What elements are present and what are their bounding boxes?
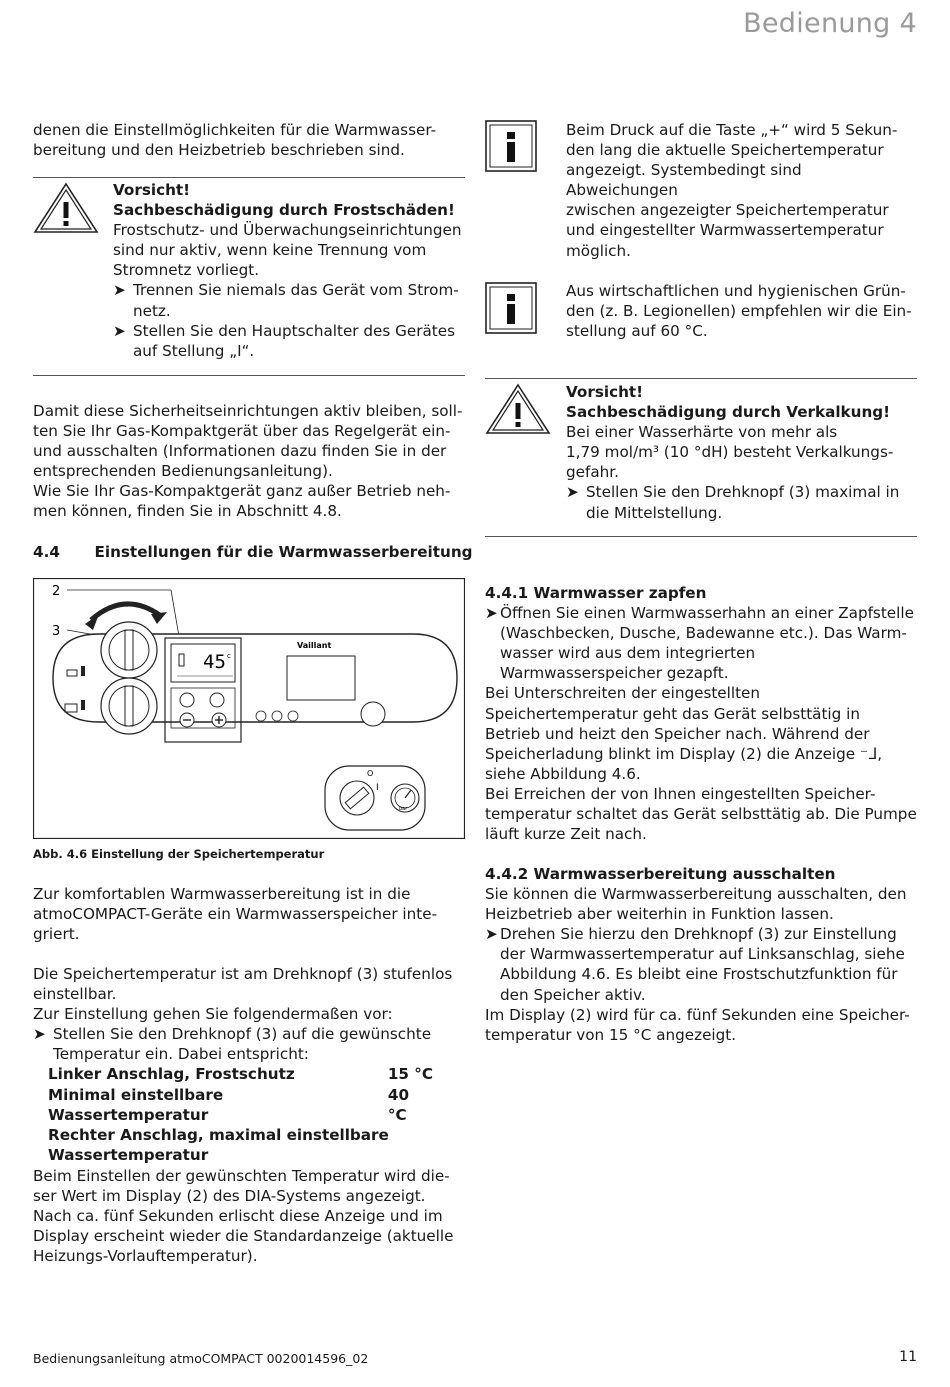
figure-label-2: 2 — [52, 584, 61, 599]
text-line: bereitung und den Heizbetrieb beschrieben sind. — [33, 141, 405, 160]
info-icon — [485, 120, 537, 172]
text-line: den lang die aktuelle Speichertemperatur — [566, 141, 884, 160]
text-line: Zur Einstellung gehen Sie folgendermaßen vor: — [33, 1005, 393, 1024]
arrow-bullet-icon: ➤ — [33, 1025, 46, 1044]
divider — [33, 375, 465, 376]
text-line: Zur komfortablen Warmwasserbereitung ist in die — [33, 885, 411, 903]
table-value: 40 °C — [387, 1085, 410, 1124]
section-heading-4-4 — [33, 543, 473, 561]
text-line: sind nur aktiv, wenn keine Trennung vom — [113, 241, 427, 260]
footer-document-id: Bedienungsanleitung atmoCOMPACT 0020014596_02 — [33, 1351, 369, 1366]
warning-subtitle: Sachbeschädigung durch Verkalkung! — [566, 403, 891, 422]
gauge-unit-label: bar — [399, 806, 408, 812]
text-line: Bei Erreichen der von Ihnen eingestellten Speicher- — [485, 784, 876, 803]
text-line: Stellen Sie den Drehknopf (3) maximal in — [586, 483, 900, 502]
bullet-item — [566, 482, 918, 522]
figure-control-panel — [33, 578, 465, 839]
text-line: ten Sie Ihr Gas-Kompaktgerät über das Regelgerät ein- — [33, 422, 451, 441]
temperature-table — [33, 1064, 433, 1164]
text-line: wasser wird aus dem integrierten — [500, 644, 756, 663]
text-line: und eingestellter Warmwassertemperatur — [566, 221, 884, 240]
bullet-item — [113, 321, 468, 361]
table-row — [48, 1145, 433, 1165]
text-line: läuft kurze Zeit nach. — [485, 825, 647, 844]
text-line: möglich. — [566, 241, 631, 260]
text-line: Stellen Sie den Drehknopf (3) auf die gewünschte — [53, 1025, 432, 1044]
info-icon — [485, 282, 537, 334]
bullet-item — [485, 603, 917, 683]
text-line: men können, finden Sie in Abschnitt 4.8. — [33, 502, 342, 521]
figure-label-3: 3 — [52, 624, 61, 639]
svg-text:O: O — [367, 769, 374, 778]
warning-title: Vorsicht! — [566, 383, 644, 401]
intro-paragraph — [33, 120, 465, 160]
text-line: temperatur schaltet das Gerät selbsttätig ab. Die Pumpe — [485, 805, 917, 824]
text-line: 1,79 mol/m³ (10 °dH) besteht Verkalkungs- — [566, 443, 894, 462]
text-line: Bei Unterschreiten der eingestellten — [485, 684, 761, 703]
text-line: Stromnetz vorliegt. — [113, 261, 260, 280]
display-unit: c — [227, 652, 231, 660]
text-line: und ausschalten (Informationen dazu finden Sie in der — [33, 442, 447, 461]
text-line: Heizungs-Vorlauftemperatur). — [33, 1247, 258, 1266]
text-line: Wie Sie Ihr Gas-Kompaktgerät ganz außer Betrieb neh- — [33, 482, 451, 501]
arrow-bullet-icon: ➤ — [485, 604, 498, 623]
table-value: 15 °C — [387, 1065, 433, 1084]
safety-paragraph — [33, 401, 465, 522]
text-line: siehe Abbildung 4.6. — [485, 764, 641, 783]
arrow-bullet-icon: ➤ — [113, 281, 126, 300]
switch-label: I — [376, 783, 379, 793]
text-line: Beim Druck auf die Taste „+“ wird 5 Sekun- — [566, 121, 898, 139]
table-label: Rechter Anschlag, maximal einstellbare — [48, 1125, 389, 1144]
table-label: Wassertemperatur — [48, 1145, 209, 1164]
info-note-legionella — [566, 281, 918, 341]
table-row — [48, 1064, 433, 1084]
text-line: netz. — [133, 301, 171, 320]
page-header-title: Bedienung 4 — [743, 8, 917, 39]
text-line: Drehen Sie hierzu den Drehknopf (3) zur Einstellung — [500, 925, 897, 944]
text-line: Sie können die Warmwasserbereitung ausschalten, den — [485, 885, 907, 904]
warning-title: Vorsicht! — [113, 181, 191, 199]
divider — [485, 378, 917, 379]
arrow-bullet-icon: ➤ — [113, 321, 126, 340]
text-line: Die Speichertemperatur ist am Drehknopf (3) stufenlos — [33, 965, 453, 983]
text-line: Beim Einstellen der gewünschten Temperatur wird die- — [33, 1167, 450, 1185]
divider — [485, 536, 917, 537]
info-note-temperature — [566, 120, 918, 261]
text-line: Öffnen Sie einen Warmwasserhahn an einer Zapfstelle — [500, 604, 914, 623]
text-line: Display erscheint wieder die Standardanzeige (aktuelle — [33, 1227, 454, 1246]
para-storage-temp — [33, 964, 465, 1165]
bullet-item — [113, 280, 468, 320]
footer-page-number: 11 — [899, 1349, 917, 1365]
warning-triangle-icon — [485, 383, 551, 435]
text-line: Im Display (2) wird für ca. fünf Sekunden eine Speicher- — [485, 1005, 910, 1024]
text-line: Frostschutz- und Überwachungseinrichtungen — [113, 221, 462, 240]
divider — [33, 177, 465, 178]
text-line: auf Stellung „I“. — [133, 341, 255, 360]
section-number: 4.4 — [33, 543, 60, 561]
subsection-title: 4.4.1 Warmwasser zapfen — [485, 584, 707, 602]
warning-subtitle: Sachbeschädigung durch Frostschäden! — [113, 201, 455, 220]
text-line: Stellen Sie den Hauptschalter des Gerätes — [133, 321, 455, 340]
text-line: zwischen angezeigter Speichertemperatur — [566, 201, 889, 220]
text-line: gefahr. — [566, 463, 619, 482]
text-line: Speichertemperatur geht das Gerät selbsttätig in — [485, 704, 860, 723]
text-line: temperatur von 15 °C angezeigt. — [485, 1025, 737, 1044]
text-line: Damit diese Sicherheitseinrichtungen aktiv bleiben, soll- — [33, 402, 463, 420]
brand-logo: Vaillant — [297, 641, 332, 650]
text-line: Warmwasserspeicher gezapft. — [500, 664, 729, 683]
text-line: griert. — [33, 925, 80, 944]
text-line: Bei einer Wasserhärte von mehr als — [566, 423, 838, 442]
arrow-bullet-icon: ➤ — [485, 925, 498, 944]
text-line: einstellbar. — [33, 985, 117, 1004]
bullet-item — [33, 1024, 465, 1064]
text-line: (Waschbecken, Dusche, Badewanne etc.). Das Warm- — [500, 624, 907, 643]
table-label: Minimal einstellbare Wassertemperatur — [48, 1085, 224, 1124]
table-label: Linker Anschlag, Frostschutz — [48, 1065, 295, 1084]
text-line: Heizbetrieb aber weiterhin in Funktion lassen. — [485, 905, 834, 924]
display-value: 45 — [203, 651, 226, 673]
text-line: stellung auf 60 °C. — [566, 322, 708, 341]
text-line: Abbildung 4.6. Es bleibt eine Frostschutzfunktion für — [500, 965, 898, 984]
text-line: Nach ca. fünf Sekunden erlischt diese Anzeige und im — [33, 1207, 443, 1226]
text-line: entsprechenden Bedienungsanleitung). — [33, 462, 333, 481]
section-title: Einstellungen für die Warmwasserbereitung — [94, 543, 473, 561]
text-line: atmoCOMPACT-Geräte ein Warmwasserspeicher inte- — [33, 905, 438, 924]
text-line: angezeigt. Systembedingt sind Abweichungen — [566, 161, 802, 200]
text-line: der Warmwassertemperatur auf Linksanschlag, siehe — [500, 945, 905, 964]
table-row — [48, 1085, 433, 1125]
subsection-title: 4.4.2 Warmwasserbereitung ausschalten — [485, 865, 836, 883]
text-line: Aus wirtschaftlichen und hygienischen Grün- — [566, 282, 906, 300]
arrow-bullet-icon: ➤ — [566, 483, 579, 502]
text-line: die Mittelstellung. — [586, 503, 723, 522]
table-row — [48, 1125, 433, 1145]
text-line: Betrieb und heizt den Speicher nach. Während der — [485, 724, 870, 743]
text-line: denen die Einstellmöglichkeiten für die Warmwasser- — [33, 121, 437, 139]
text-line: den Speicher aktiv. — [500, 985, 646, 1004]
para-comfort — [33, 884, 465, 944]
text-line: Speicherladung blinkt im Display (2) die Anzeige ⁻ᒧ, — [485, 744, 883, 763]
figure-caption: Abb. 4.6 Einstellung der Speichertemperatur — [33, 847, 325, 861]
warning-triangle-icon — [33, 182, 99, 234]
section-4-4-1 — [485, 583, 917, 844]
text-line: den (z. B. Legionellen) empfehlen wir die Ein- — [566, 302, 912, 321]
bullet-item — [485, 924, 917, 1004]
warning-limescale-block — [566, 382, 918, 523]
text-line: ser Wert im Display (2) des DIA-Systems angezeigt. — [33, 1187, 426, 1206]
section-4-4-2 — [485, 864, 917, 1045]
text-line: Temperatur ein. Dabei entspricht: — [53, 1045, 309, 1064]
warning-frost-block — [113, 180, 468, 361]
para-display — [33, 1166, 465, 1266]
text-line: Trennen Sie niemals das Gerät vom Strom- — [133, 281, 459, 300]
